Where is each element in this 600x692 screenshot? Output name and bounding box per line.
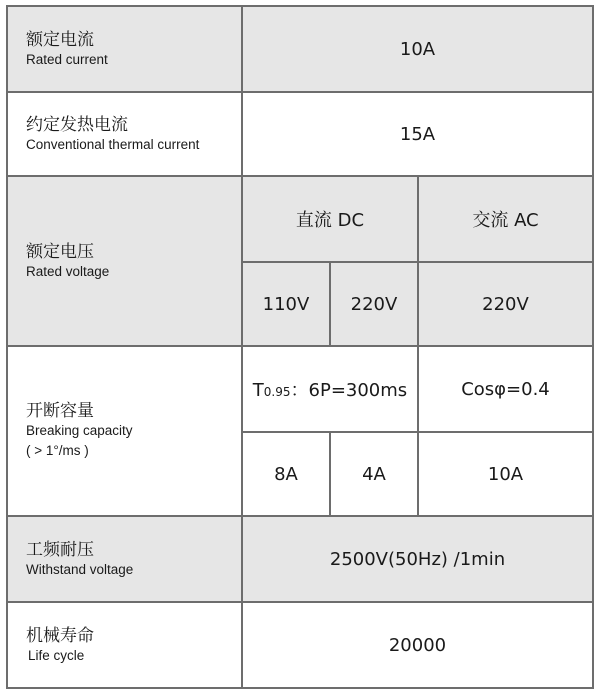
rated-voltage-label-zh: 额定电压 xyxy=(26,242,94,262)
dc-time-condition xyxy=(242,346,418,432)
dc-header: 直流 DC xyxy=(242,176,418,262)
ac-10a-value: 10A xyxy=(418,432,593,516)
rated-current-value: 10A xyxy=(242,6,593,92)
dc-8a-value: 8A xyxy=(242,432,330,516)
rated-voltage-label-en: Rated voltage xyxy=(26,264,110,279)
rated-current-label-en: Rated current xyxy=(26,52,108,67)
row-life-cycle xyxy=(7,602,593,688)
dc-time-suffix: ：6P=300ms xyxy=(290,380,408,401)
withstand-voltage-label-cell xyxy=(7,516,242,602)
life-cycle-label-en: Life cycle xyxy=(28,648,85,663)
row-withstand-voltage xyxy=(7,516,593,602)
breaking-capacity-label-en: Breaking capacity xyxy=(26,423,133,438)
dc-time-prefix: T xyxy=(252,380,264,401)
row-rated-voltage-header xyxy=(7,176,593,262)
ac-condition: Cosφ=0.4 xyxy=(418,346,593,432)
dc-110v-value: 110V xyxy=(242,262,330,346)
thermal-current-label-zh: 约定发热电流 xyxy=(26,115,128,135)
breaking-capacity-label-en2: ( > 1°/ms ) xyxy=(26,443,89,458)
spec-table xyxy=(6,5,594,689)
thermal-current-value: 15A xyxy=(242,92,593,176)
dc-220v-value: 220V xyxy=(330,262,418,346)
dc-4a-value: 4A xyxy=(330,432,418,516)
ac-220v-value: 220V xyxy=(418,262,593,346)
withstand-voltage-label-zh: 工频耐压 xyxy=(26,540,94,560)
thermal-current-label-en: Conventional thermal current xyxy=(26,137,200,152)
life-cycle-value: 20000 xyxy=(242,602,593,688)
breaking-capacity-label-zh: 开断容量 xyxy=(26,401,94,421)
withstand-voltage-label-en: Withstand voltage xyxy=(26,562,134,577)
row-breaking-capacity-header xyxy=(7,346,593,432)
row-thermal-current xyxy=(7,92,593,176)
life-cycle-label-zh: 机械寿命 xyxy=(26,626,94,646)
row-rated-current xyxy=(7,6,593,92)
withstand-voltage-value: 2500V(50Hz) /1min xyxy=(242,516,593,602)
rated-current-label-cell xyxy=(7,6,242,92)
rated-voltage-label-cell xyxy=(7,176,242,346)
life-cycle-label-cell xyxy=(7,602,242,688)
breaking-capacity-label-cell xyxy=(7,346,242,516)
ac-header: 交流 AC xyxy=(418,176,593,262)
rated-current-label-zh: 额定电流 xyxy=(26,30,94,50)
thermal-current-label-cell xyxy=(7,92,242,176)
dc-time-sub: 0.95 xyxy=(263,385,291,399)
